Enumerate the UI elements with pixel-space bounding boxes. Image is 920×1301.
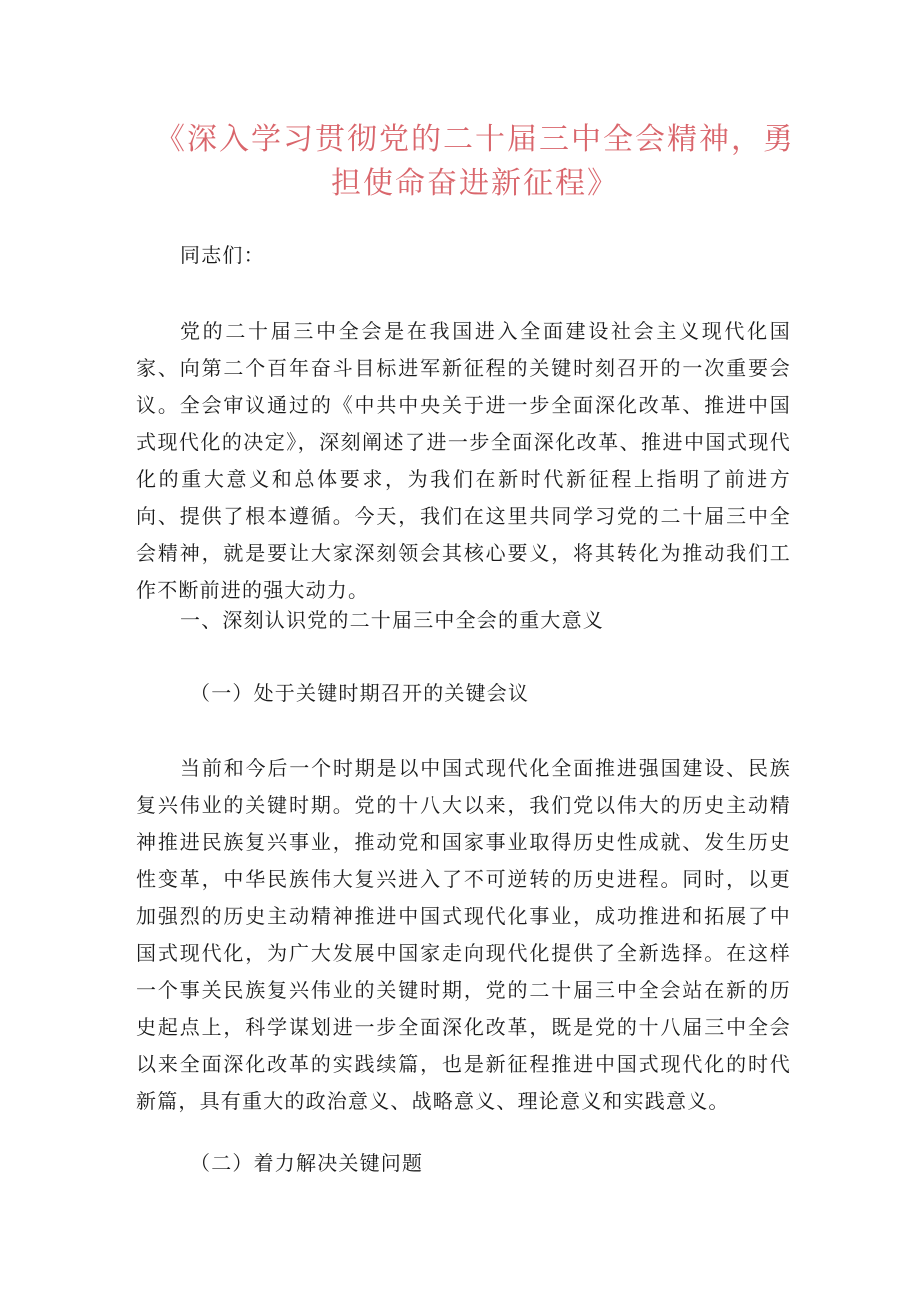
salutation: 同志们： [180,243,265,267]
subheading: （二）着力解决关键问题 [190,1151,424,1175]
document-title: 《深入学习贯彻党的二十届三中全会精神，勇担使命奋进新征程》 [155,122,795,201]
paragraph: 当前和今后一个时期是以中国式现代化全面推进强国建设、民族复兴伟业的关键时期。党的十八大以来，我们党以伟大的历史主动精神推进民族复兴事业，推动党和国家事业取得历史性成就、发生历史性变革，中华民族伟大复兴进入了不可逆转的历史进程。同时，以更加强烈的历史主动精神推进中国式现代化事业，成功推进和拓展了中国式现代化，为广大发展中国家走向现代化提供了全新选择。在这样一个事关民族复兴伟业的关键时期，党的二十届三中全会站在新的历史起点上，科学谋划进一步全面深化改革，既是党的十八届三中全会以来全面深化改革的实践续篇，也是新征程推进中国式现代化的时代新篇，具有重大的政治意义、战略意义、理论意义和实践意义。 [136,756,791,1113]
paragraph: 党的二十届三中全会是在我国进入全面建设社会主义现代化国家、向第二个百年奋斗目标进军新征程的关键时刻召开的一次重要会议。全会审议通过的《中共中央关于进一步全面深化改革、推进中国式现代化的决定》，深刻阐述了进一步全面深化改革、推进中国式现代化的重大意义和总体要求，为我们在新时代新征程上指明了前进方向、提供了根本遵循。今天，我们在这里共同学习党的二十届三中全会精神，就是要让大家深刻领会其核心要义，将其转化为推动我们工作不断前进的强大动力。 [136,319,791,602]
section-heading: 一、深刻认识党的二十届三中全会的重大意义 [180,608,604,632]
subheading: （一）处于关键时期召开的关键会议 [190,681,530,705]
